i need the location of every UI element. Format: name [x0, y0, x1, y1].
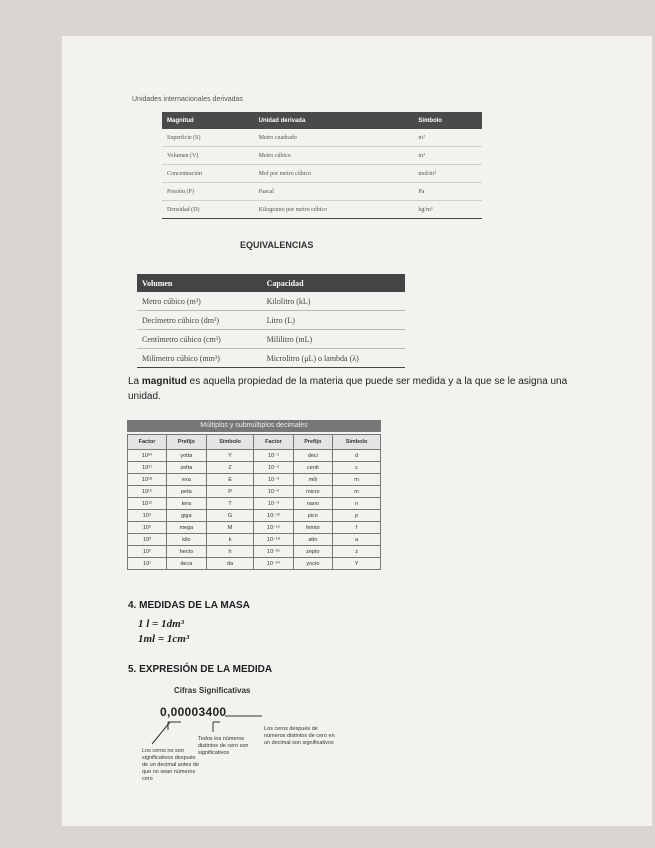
table-cell: Densidad (D): [162, 201, 254, 219]
table-cell: 10¹⁵: [128, 486, 167, 498]
table-header: Magnitud: [162, 112, 254, 129]
table-header: Prefijo: [293, 435, 333, 450]
table-cell: Mol por metro cúbico: [254, 165, 414, 183]
table-cell: Pa: [413, 183, 482, 201]
table-cell: deci: [293, 450, 333, 462]
table-cell: m: [333, 486, 381, 498]
table-cell: c: [333, 462, 381, 474]
table-cell: T: [206, 498, 254, 510]
table-cell: zetta: [167, 462, 207, 474]
table-cell: Z: [206, 462, 254, 474]
table-cell: h: [206, 546, 254, 558]
table-cell: Volumen (V): [162, 147, 254, 165]
table-cell: femto: [293, 522, 333, 534]
table-cell: 10¹⁸: [128, 474, 167, 486]
table-header: Símbolo: [413, 112, 482, 129]
table-cell: z: [333, 546, 381, 558]
table-cell: atto: [293, 534, 333, 546]
table-cell: da: [206, 558, 254, 570]
table-cell: 10⁻²: [254, 462, 293, 474]
table-cell: zepto: [293, 546, 333, 558]
table-header: Factor: [128, 435, 167, 450]
table-cell: yotta: [167, 450, 207, 462]
document-page: [62, 36, 652, 826]
multiples-title: Múltiplos y submúltiplos decimales: [127, 420, 381, 432]
table-cell: m: [333, 474, 381, 486]
annotation-lines: [62, 36, 652, 826]
table-header: Símbolo: [206, 435, 254, 450]
table-cell: yocto: [293, 558, 333, 570]
table-header: Volumen: [137, 274, 262, 292]
table-cell: mol/m³: [413, 165, 482, 183]
table-cell: n: [333, 498, 381, 510]
table-cell: tera: [167, 498, 207, 510]
equivalences-title: EQUIVALENCIAS: [240, 240, 314, 250]
table-cell: centi: [293, 462, 333, 474]
table-cell: k: [206, 534, 254, 546]
table-cell: pico: [293, 510, 333, 522]
table-cell: kg/m³: [413, 201, 482, 219]
table-cell: Metro cuadrado: [254, 129, 414, 147]
table-cell: Concentración: [162, 165, 254, 183]
table-cell: micro: [293, 486, 333, 498]
table-cell: 10⁻²¹: [254, 546, 293, 558]
table-cell: M: [206, 522, 254, 534]
table-cell: f: [333, 522, 381, 534]
table-cell: 10²¹: [128, 462, 167, 474]
table-cell: peta: [167, 486, 207, 498]
paragraph-keyword: magnitud: [141, 376, 187, 387]
table-cell: exa: [167, 474, 207, 486]
table-cell: 10⁹: [128, 510, 167, 522]
table-cell: Kilogramo por metro cúbico: [254, 201, 414, 219]
table-header: Símbolo: [333, 435, 381, 450]
table-header: Prefijo: [167, 435, 207, 450]
table-cell: 10¹: [128, 558, 167, 570]
table-header: Capacidad: [262, 274, 405, 292]
section-4-heading: 4. MEDIDAS DE LA MASA: [128, 600, 250, 611]
table-cell: 10⁻³: [254, 474, 293, 486]
table-cell: 10²⁴: [128, 450, 167, 462]
table-header: Unidad derivada: [254, 112, 414, 129]
table-cell: 10⁻²⁴: [254, 558, 293, 570]
table-cell: 10³: [128, 534, 167, 546]
table-cell: 10⁻¹²: [254, 510, 293, 522]
table-cell: 10⁻¹⁸: [254, 534, 293, 546]
table-cell: m³: [413, 147, 482, 165]
table-cell: p: [333, 510, 381, 522]
derived-units-caption: Unidades internacionales derivadas: [132, 96, 243, 103]
table-cell: Superficie (S): [162, 129, 254, 147]
table-cell: Y: [333, 558, 381, 570]
table-cell: E: [206, 474, 254, 486]
table-cell: Milímetro cúbico (mm³): [137, 349, 262, 368]
table-cell: d: [333, 450, 381, 462]
table-cell: 10⁻¹: [254, 450, 293, 462]
table-cell: nano: [293, 498, 333, 510]
table-cell: 10¹²: [128, 498, 167, 510]
note-nonzero-digits: Todos los números distintos de cero son significativos: [198, 736, 249, 756]
table-cell: 10⁻⁶: [254, 486, 293, 498]
example-number: 0,00003400: [160, 705, 227, 719]
table-cell: 10⁻⁹: [254, 498, 293, 510]
equation-milliliter: 1ml = 1cm³: [138, 633, 190, 645]
table-cell: G: [206, 510, 254, 522]
table-cell: a: [333, 534, 381, 546]
table-cell: Metro cúbico: [254, 147, 414, 165]
note-leading-zeros: Los ceros no son significativos después de un decimal antes de que no sean números cero: [142, 748, 199, 782]
paragraph-text: La: [128, 376, 142, 387]
table-cell: Y: [206, 450, 254, 462]
significant-figures-title: Cifras Significativas: [174, 686, 251, 695]
table-cell: m²: [413, 129, 482, 147]
table-cell: Metro cúbico (m³): [137, 292, 262, 311]
table-cell: mili: [293, 474, 333, 486]
table-cell: Presión (P): [162, 183, 254, 201]
table-cell: 10⁶: [128, 522, 167, 534]
table-cell: Microlitro (μL) o lambda (λ): [262, 349, 405, 368]
table-cell: Decímetro cúbico (dm³): [137, 311, 262, 330]
table-cell: Pascal: [254, 183, 414, 201]
note-trailing-zeros: Los ceros después de números distintos de cero en un decimal son significativos: [264, 726, 335, 746]
table-cell: Mililitro (mL): [262, 330, 405, 349]
table-cell: deca: [167, 558, 207, 570]
section-5-heading: 5. EXPRESIÓN DE LA MEDIDA: [128, 664, 273, 675]
equation-liter: 1 l = 1dm³: [138, 618, 184, 630]
table-cell: mega: [167, 522, 207, 534]
table-cell: P: [206, 486, 254, 498]
paragraph-text: es aquella propiedad de la materia que puede ser medida y a la que se le asigna una unidad.: [128, 376, 568, 402]
table-cell: 10⁻¹⁵: [254, 522, 293, 534]
table-header: Factor: [254, 435, 293, 450]
table-cell: Litro (L): [262, 311, 405, 330]
table-cell: giga: [167, 510, 207, 522]
table-cell: hecto: [167, 546, 207, 558]
table-cell: 10²: [128, 546, 167, 558]
table-cell: Centímetro cúbico (cm³): [137, 330, 262, 349]
table-cell: kilo: [167, 534, 207, 546]
table-cell: Kilolitro (kL): [262, 292, 405, 311]
